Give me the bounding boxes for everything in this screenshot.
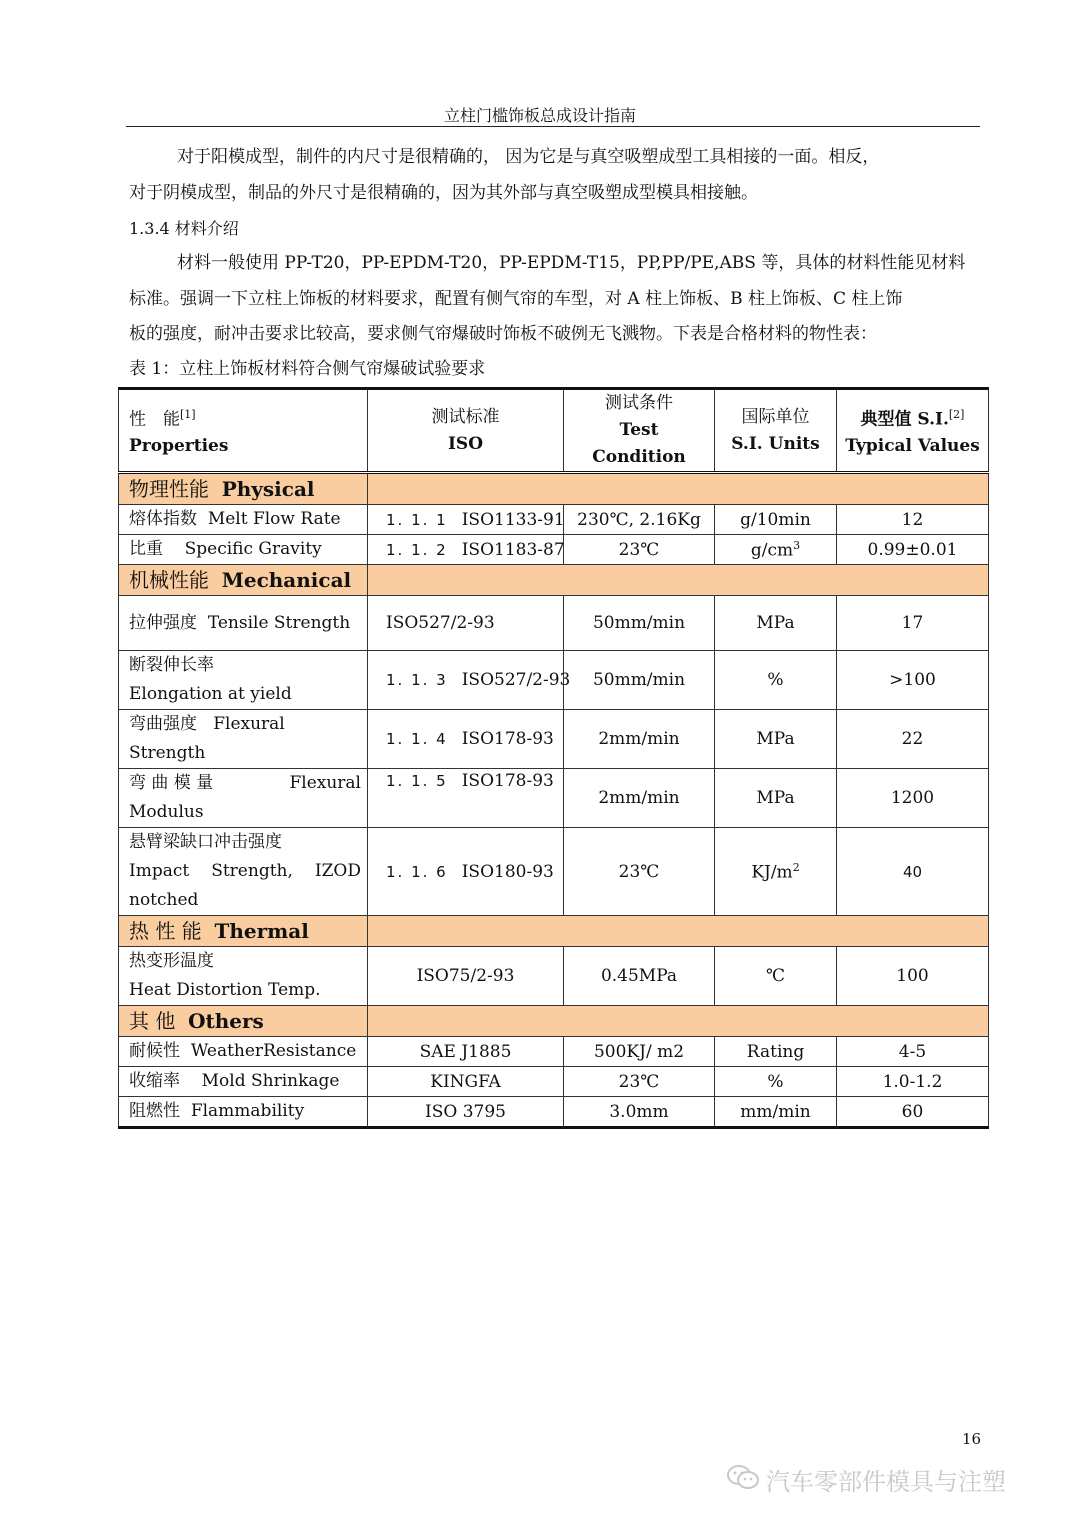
header-units-en: S.I. Units [731,433,820,454]
prop-cn: 拉伸强度 [129,612,197,633]
prop-cell [119,769,368,828]
material-properties-table [118,387,989,1129]
section-label-physical [119,473,368,505]
header-properties-cn: 性 能 [129,409,180,430]
intro-paragraph [129,140,969,211]
prop-cell [119,535,368,565]
cond-cell: 23℃ [564,828,715,916]
table-row [119,596,989,651]
prop-line-1 [129,769,361,798]
std-name: ISO1183-87 [461,539,565,560]
section-physical-en: Physical [221,476,315,501]
section-row-mechanical [119,565,989,596]
value-cell: 22 [837,710,989,769]
prop-cell [119,651,368,710]
prop-cell [119,710,368,769]
std-code: 1. 1. 3 [386,671,448,689]
prop-cn: 悬臂梁缺口冲击强度 [129,832,282,852]
std-cell [368,769,564,828]
std-name: ISO1133-91 [461,509,565,530]
section-thermal-cn: 热 性 能 [129,918,202,943]
prop-line-2 [129,857,361,886]
std-name: ISO178-93 [461,771,554,791]
table-row [119,1097,989,1128]
unit-cell: % [715,1067,837,1097]
section-fill [368,565,989,596]
std-name: ISO527/2-93 [461,670,571,690]
section-mechanical-cn: 机械性能 [129,567,209,592]
section-label-thermal [119,916,368,947]
prop-cn: 弯曲强度 [129,714,197,734]
table-row [119,505,989,535]
prop-cell [119,947,368,1006]
value-cell: 4-5 [837,1037,989,1067]
header-typical [837,389,989,473]
cond-cell: 23℃ [564,535,715,565]
prop-en: WeatherResistance [190,1041,357,1061]
header-typical-cn: 典型值 S.I. [860,409,949,430]
section-label-others [119,1006,368,1037]
header-properties-en: Properties [129,436,229,457]
value-cell: 40 [837,828,989,916]
wechat-icon [726,1464,760,1496]
prop-cn: 收缩率 [129,1071,180,1091]
value-cell: 1.0-1.2 [837,1067,989,1097]
header-units [715,389,837,473]
value-cell: 1200 [837,769,989,828]
header-units-cn: 国际单位 [741,406,810,427]
header-condition-cn: 测试条件 [605,393,673,413]
header-typical-en: Typical Values [845,436,980,457]
unit-cell: g/10min [715,505,837,535]
header-standard-en: ISO [447,433,484,454]
prop-en: Flexural Strength [129,714,285,763]
running-header-title: 立柱门槛饰板总成设计指南 [443,106,636,125]
section-row-others [119,1006,989,1037]
std-cell: SAE J1885 [368,1037,564,1067]
unit-cell: MPa [715,710,837,769]
std-cell [368,828,564,916]
value-cell: 17 [837,596,989,651]
table-row [119,651,989,710]
prop-cell [119,1097,368,1128]
prop-cell [119,828,368,916]
prop-en: Tensile Strength [207,612,351,633]
watermark-text: 汽车零部件模具与注塑 [766,1468,1006,1496]
prop-en: Elongation at yield [129,684,292,704]
prop-en: Melt Flow Rate [207,509,341,529]
std-cell: KINGFA [368,1067,564,1097]
table-row [119,710,989,769]
unit-text: KJ/m [751,862,793,883]
value-cell: 60 [837,1097,989,1128]
std-name: ISO180-93 [461,861,554,882]
table-header-row [119,389,989,473]
unit-cell: mm/min [715,1097,837,1128]
std-cell: ISO 3795 [368,1097,564,1128]
section-fill [368,1006,989,1037]
prop-cell [119,596,368,651]
header-properties [119,389,368,473]
watermark [726,1462,1006,1497]
unit-sup: 3 [793,538,801,552]
materials-line-1: 材料一般使用 PP-T20，PP-EPDM-T20，PP-EPDM-T15，PP,PP/PE,ABS 等，具体的材料性能见材料 [177,253,966,273]
section-others-cn: 其 他 [129,1008,176,1033]
prop-cell [119,1037,368,1067]
prop-en: Heat Distortion Temp. [129,980,321,1000]
prop-en-2: Modulus [129,802,204,822]
unit-cell: ℃ [715,947,837,1006]
header-standard-cn: 测试标准 [431,406,500,427]
prop-en-1c: IZOD [314,861,361,881]
materials-line-3: 板的强度，耐冲击要求比较高，要求侧气帘爆破时饰板不破例无飞溅物。下表是合格材料的物性表： [129,324,877,344]
prop-cn: 阻燃性 [129,1101,180,1121]
value-cell: 0.99±0.01 [837,535,989,565]
table-row [119,769,989,828]
std-code: 1. 1. 1 [386,510,448,529]
cond-cell: 50mm/min [564,651,715,710]
table-caption: 表 1：立柱上饰板材料符合侧气帘爆破试验要求 [129,359,486,379]
header-condition-en: Test Condition [592,420,686,467]
table-row [119,1067,989,1097]
unit-cell: MPa [715,596,837,651]
section-fill [368,916,989,947]
page-number: 16 [962,1430,982,1448]
table-row [119,1037,989,1067]
prop-cn: 熔体指数 [129,509,197,529]
std-code: 1. 1. 6 [386,862,448,881]
unit-cell [715,828,837,916]
cond-cell: 23℃ [564,1067,715,1097]
prop-en-1b: Strength, [211,861,293,881]
materials-line-2: 标准。强调一下立柱上饰板的材料要求，配置有侧气帘的车型，对 A 柱上饰板、B 柱上饰板、C 柱上饰 [129,288,903,309]
prop-cn: 断裂伸长率 [129,655,214,675]
section-row-physical [119,473,989,505]
value-cell: >100 [837,651,989,710]
unit-cell [715,535,837,565]
section-fill [368,473,989,505]
unit-cell: Rating [715,1037,837,1067]
std-cell [368,651,571,710]
section-row-thermal [119,916,989,947]
intro-line-2: 对于阴模成型，制品的外尺寸是很精确的，因为其外部与真空吸塑成型模具相接触。 [129,182,758,203]
section-heading: 1.3.4 材料介绍 [129,219,239,238]
prop-en-2: notched [129,890,199,910]
header-typical-footnote: [2] [948,407,965,421]
std-cell [368,710,564,769]
prop-cn: 热变形温度 [129,951,214,971]
prop-cn: 比重 [129,539,163,559]
section-physical-cn: 物理性能 [129,476,209,501]
prop-en: Specific Gravity [184,539,322,559]
section-label-mechanical [119,565,368,596]
table-row [119,947,989,1006]
cond-cell: 500KJ/ m2 [564,1037,715,1067]
prop-cn: 耐候性 [129,1041,180,1061]
header-standard [368,389,564,473]
prop-en-1: Flexural [289,773,361,793]
std-cell [368,505,564,535]
cond-cell: 2mm/min [564,710,715,769]
unit-cell: MPa [715,769,837,828]
prop-en: Mold Shrinkage [201,1071,340,1091]
prop-en-1a: Impact [129,861,190,881]
table-row [119,535,989,565]
section-mechanical-en: Mechanical [221,567,352,592]
section-thermal-en: Thermal [214,918,309,943]
std-cell [368,535,564,565]
unit-cell: % [715,651,837,710]
header-condition [564,389,715,473]
prop-cell [119,505,368,535]
std-cell: ISO527/2-93 [368,596,564,651]
header-rule [126,126,980,127]
value-cell: 100 [837,947,989,1006]
cond-cell: 230℃, 2.16Kg [564,505,715,535]
std-cell: ISO75/2-93 [368,947,564,1006]
cond-cell: 3.0mm [564,1097,715,1128]
std-code: 1. 1. 2 [386,540,448,559]
header-properties-footnote: [1] [180,407,196,421]
materials-paragraph [129,246,969,353]
cond-cell: 2mm/min [564,769,715,828]
std-code: 1. 1. 5 [386,772,448,790]
table-row [119,828,989,916]
prop-en: Flammability [190,1101,305,1121]
cond-cell: 50mm/min [564,596,715,651]
section-others-en: Others [188,1008,264,1033]
cond-cell: 0.45MPa [564,947,715,1006]
prop-cell [119,1067,368,1097]
intro-line-1: 对于阳模成型，制件的内尺寸是很精确的， 因为它是与真空吸塑成型工具相接的一面。相反， [177,147,880,167]
std-name: ISO178-93 [461,729,554,749]
std-code: 1. 1. 4 [386,730,448,748]
unit-text: g/cm [750,540,794,561]
unit-sup: 2 [792,860,800,874]
prop-cn: 弯 曲 模 量 [129,773,214,793]
value-cell: 12 [837,505,989,535]
